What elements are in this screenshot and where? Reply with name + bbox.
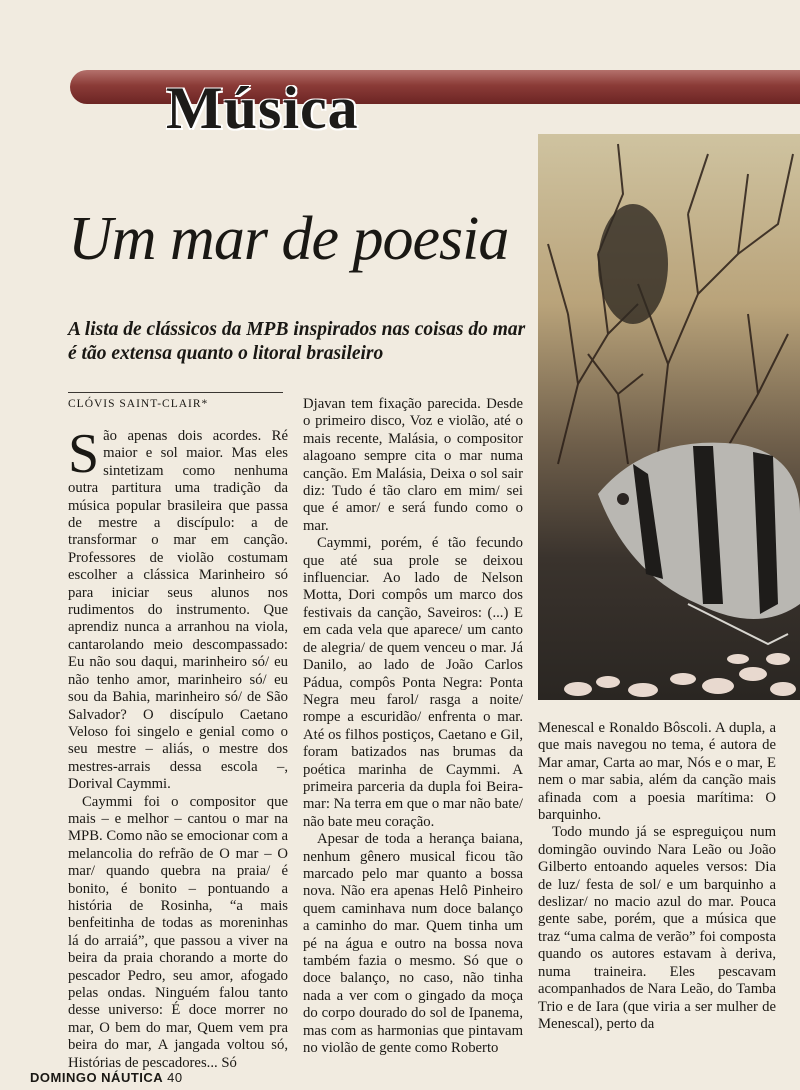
- paragraph: Caymmi foi o compositor que mais – e melhor – cantou o mar na MPB. Como não se emocionar com a melancolia do refrão de O mar – O mar/ quando quebra na praia/ é bonito, é bonito – pontuando a história de Rosinha, “a mais benfeitinha de todas as moreninhas lá do arraiá”, que passou a viver na beira da praia chorando a morte do pescador Pedro, seu amor, afogado pelas ondas. Ninguém falou tanto desse universo: É doce morrer no mar, O bem do mar, Quem vem pra beira do mar, A jangada voltou só, Histórias de pescadores... Só: [68, 793, 288, 1071]
- paragraph: Todo mundo já se espreguiçou num domingão ouvindo Nara Leão ou João Gilberto entoando aqueles versos: Dia de luz/ festa de sol/ e um barquinho a deslizar/ no macio azul do mar. Pouca gente sabe, porém, que a música que traz “uma calma de verão” foi composta quando os autores estavam à deriva, numa traineira. Eles pescavam acompanhados de Nara Leão, do Tamba Trio e de Iara (que viria a ser mulher de Menescal), perto da: [538, 824, 776, 1032]
- paragraph: [68, 423, 288, 794]
- drop-cap: S: [68, 423, 100, 485]
- publication-name: DOMINGO NÁUTICA: [30, 1070, 164, 1085]
- article-column-middle: [303, 396, 523, 1057]
- byline-rule: [68, 392, 283, 393]
- deck: A lista de clássicos da MPB inspirados nas coisas do mar é tão extensa quanto o litoral brasileiro: [68, 319, 526, 364]
- paragraph: Djavan tem fixação parecida. Desde o primeiro disco, Voz e violão, até o mais recente, Malásia, o compositor alagoano sempre cita o mar numa canção. Em Malásia, Deixa o sol sair diz: Tudo é tão claro em mim/ sei que é amor/ e será fundo como o mar.: [303, 396, 523, 534]
- angelfish-photo: [538, 134, 800, 700]
- page-number: 40: [167, 1070, 183, 1085]
- page-footer: [30, 1070, 183, 1085]
- paragraph: Caymmi, porém, é tão fecundo que até sua prole se deixou influenciar. Ao lado de Nelson Motta, Dori compôs um marco dos festivais da canção, Saveiros: (...) E em cada vela que aparece/ um canto de alegria/ de quem venceu o mar. Já Danilo, ao lado de João Carlos Pádua, compôs Ponta Negra: Ponta Negra meu farol/ rasga a noite/ rompe a escuridão/ enfrenta o mar. Até os filhos postiços, Caetano e Gil, foram batizados nas brumas da poética marinha de Caymmi. A primeira parceria da dupla foi Beira-mar: Na terra em que o mar não bate/ não bate meu coração.: [303, 535, 523, 830]
- article-column-left: [68, 423, 288, 1072]
- paragraph: Apesar de toda a herança baiana, nenhum gênero musical ficou tão marcado pelo mar quanto a bossa nova. Não era apenas Helô Pinheiro quem caminhava num doce balanço a caminho do mar. Quem tinha um pé na água e outro na bossa nova também fazia o mesmo. Só que o doce balanço, no caso, não tinha nada a ver com o gingado da moça do corpo dourado do sol de Ipanema, mas com as harmonias que pintavam no violão de gente como Roberto: [303, 831, 523, 1057]
- byline: CLÓVIS SAINT-CLAIR*: [68, 398, 209, 410]
- section-title: Música: [166, 75, 359, 141]
- paragraph-text: ão apenas dois acordes. Ré maior e sol maior. Mas eles sintetizam como nenhuma outra partitura uma tradição da música popular brasileira que passa de mestre a discípulo: a de transformar o mar em canção. Professores de violão costumam escolher a clássica Marinheiro só para iniciar seus alunos nos rudimentos do instrumento. Que aprendiz nunca a arranhou na viola, cantarolando meio descompassado: Eu não sou daqui, marinheiro só/ eu não tenho amor, marinheiro só/ eu sou da Bahia, marinheiro só/ de São Salvador? O discípulo Caetano Veloso foi singelo e genial como o seu mestre – aliás, o mestre dos mestres-arrais dessa escola –, Dorival Caymmi.: [68, 428, 288, 793]
- paragraph: Menescal e Ronaldo Bôscoli. A dupla, a que mais navegou no tema, é autora de Mar amar, Carta ao mar, Nós e o mar, E nem o mar sabia, além da canção mais afinada com a poesia marítima: O barquinho.: [538, 720, 776, 824]
- headline: Um mar de poesia: [68, 205, 509, 273]
- article-column-right: [538, 720, 776, 1033]
